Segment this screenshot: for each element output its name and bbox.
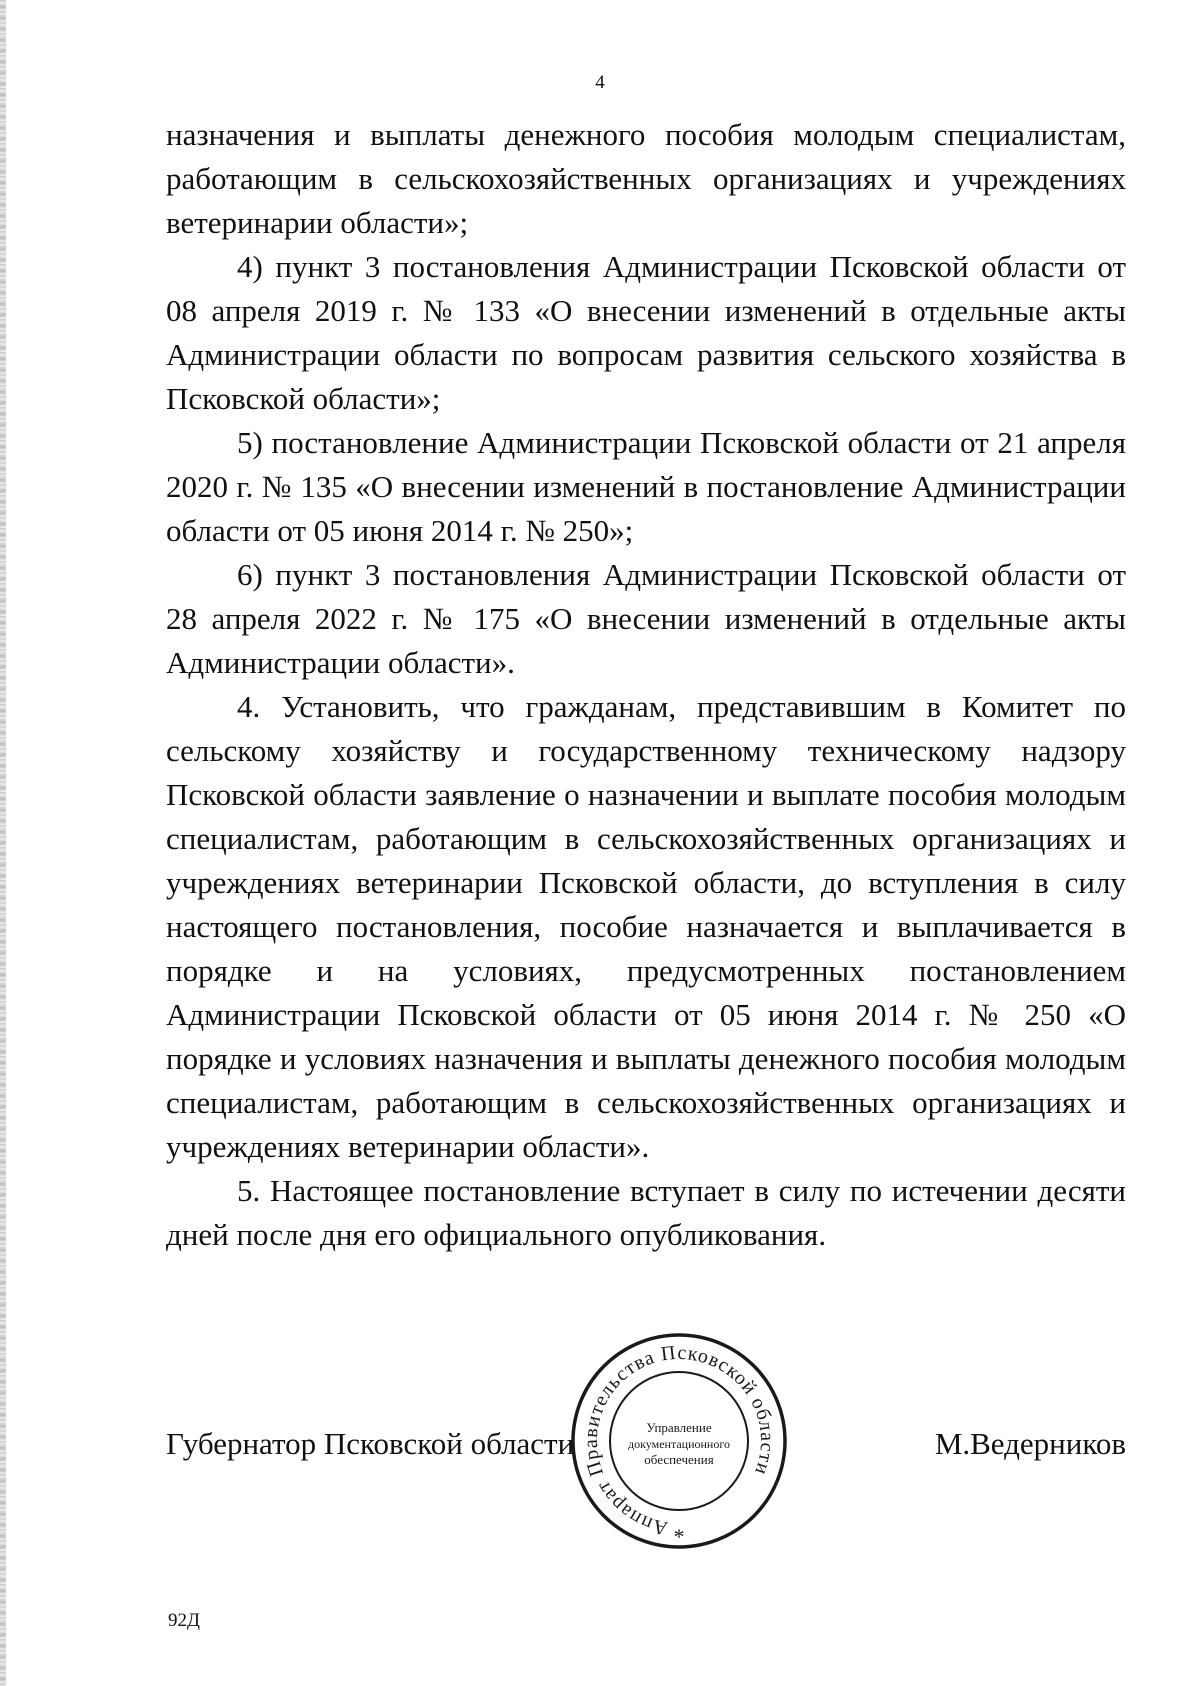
page-number: 4: [595, 72, 605, 93]
seal-inner-line-2: документационного: [628, 1437, 730, 1451]
paragraph-point-4: 4. Установить, что гражданам, представившим в Комитет по сельскому хозяйству и государственному техническому надзору Псковской области заявление о назначении и выплате пособия молодым специалистам, работающим в сельскохозяйственных организациях и учреждениях ветеринарии Псковской области, до вступления в силу настоящего постановления, пособие назначается и выплачивается в порядке и на условиях, предусмотренных постановлением Администрации Псковской области от 05 июня 2014 г. № 250 «О порядке и условиях назначения и выплаты денежного пособия молодым специалистам, работающим в сельскохозяйственных организациях и учреждениях ветеринарии области».: [166, 689, 1126, 1164]
paragraph-item-6: 6) пункт 3 постановления Администрации Псковской области от 28 апреля 2022 г. № 175 «О внесении изменений в отдельные акты Администрации области».: [166, 557, 1126, 680]
official-seal: [570, 1332, 788, 1550]
signatory-name: М.Ведерников: [934, 1426, 1126, 1461]
seal-inner-line-3: обеспечения: [644, 1452, 714, 1467]
paragraph-item-5: 5) постановление Администрации Псковской области от 21 апреля 2020 г. № 135 «О внесении изменений в постановление Администрации области от 05 июня 2014 г. № 250»;: [166, 425, 1126, 548]
paragraph-item-4: 4) пункт 3 постановления Администрации Псковской области от 08 апреля 2019 г. № 133 «О внесении изменений в отдельные акты Администрации области по вопросам развития сельского хозяйства в Псковской области»;: [166, 249, 1126, 416]
document-code: 92Д: [168, 1610, 200, 1631]
scan-edge: [0, 0, 6, 1686]
paragraph-point-5: 5. Настоящее постановление вступает в силу по истечении десяти дней после дня его официального опубликования.: [166, 1173, 1126, 1252]
document-body: [166, 113, 1126, 1257]
seal-outer-text: Аппарат Правительства Псковской области: [579, 1341, 779, 1540]
seal-inner-line-1: Управление: [646, 1420, 712, 1435]
seal-star-icon: *: [673, 1524, 685, 1549]
paragraph-continuation: назначения и выплаты денежного пособия молодым специалистам, работающим в сельскохозяйственных организациях и учреждениях ветеринарии области»;: [166, 117, 1126, 240]
signatory-title: Губернатор Псковской области: [166, 1426, 575, 1461]
